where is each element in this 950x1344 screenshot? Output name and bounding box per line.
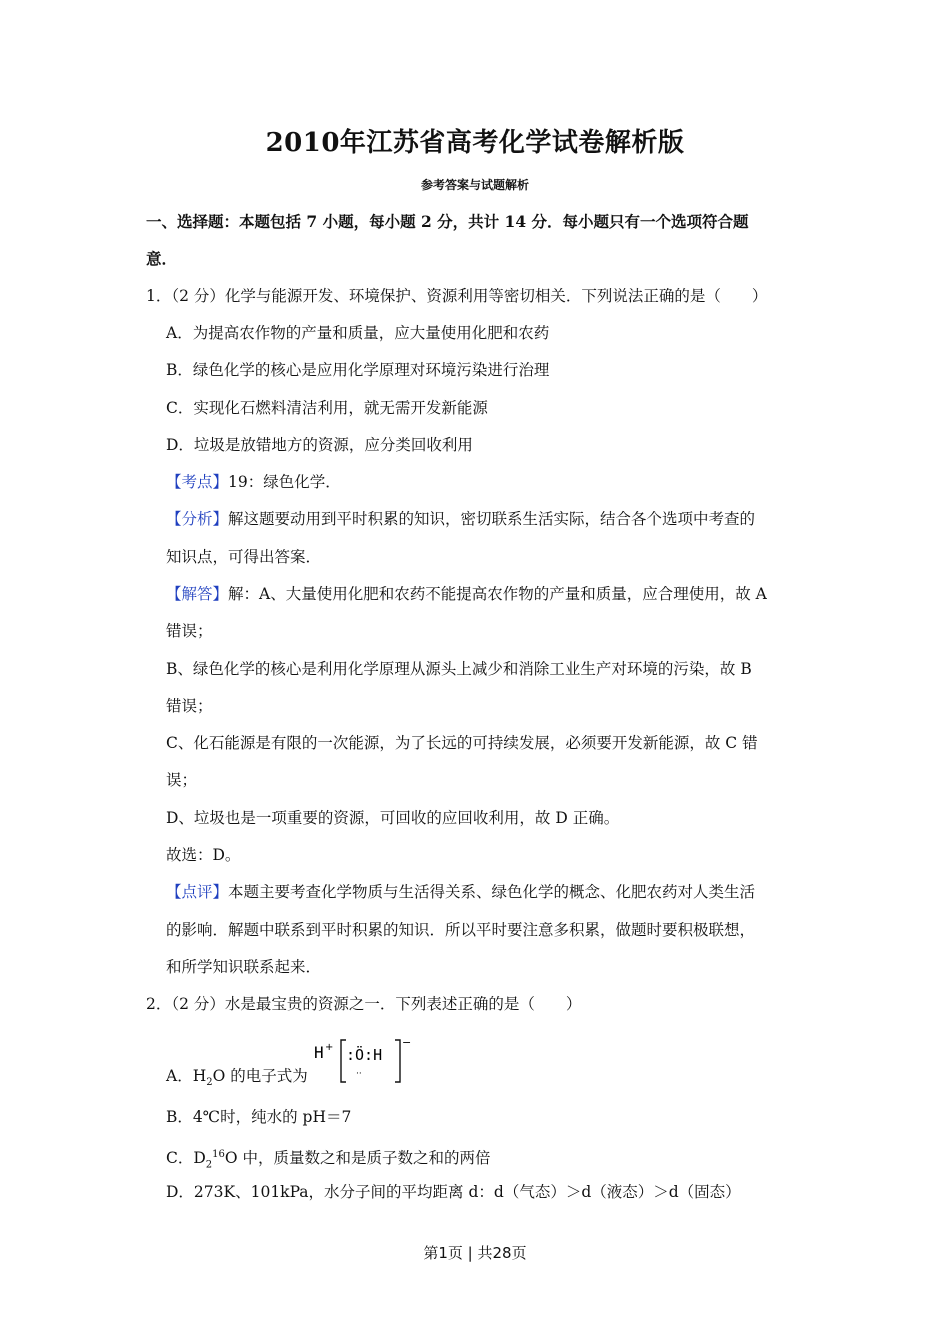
jieda-line [166, 584, 767, 604]
question-1-option-d: D．垃圾是放错地方的资源，应分类回收利用 [166, 436, 473, 454]
fenxi-tag: 【分析】 [166, 510, 229, 528]
section-heading-cont: 意． [146, 249, 178, 268]
question-1-option-b: B．绿色化学的核心是应用化学原理对环境污染进行治理 [166, 361, 550, 379]
formula-inner: :Ö:H [346, 1046, 383, 1064]
formula-plus: + [325, 1042, 334, 1053]
option-a-suffix: O 的电子式为 [212, 1067, 308, 1085]
question-2-option-b: B．4℃时，纯水的 pH＝7 [166, 1108, 352, 1126]
formula-dots: ·· [356, 1069, 362, 1079]
jieda-b: B、绿色化学的核心是利用化学原理从源头上减少和消除工业生产对环境的污染，故 B [166, 660, 752, 678]
formula-cation: H [314, 1043, 324, 1062]
option-a-prefix: A．H [166, 1067, 207, 1085]
page-title: 2010年江苏省高考化学试卷解析版 [265, 128, 685, 158]
jieda-c-cont: 误； [166, 771, 198, 789]
fenxi-line [166, 509, 755, 529]
kaodian-line [166, 472, 341, 492]
dianping-text: 本题主要考查化学物质与生活得关系、绿色化学的概念、化肥农药对人类生活 [228, 883, 756, 901]
fenxi-text-cont: 知识点，可得出答案． [166, 548, 322, 566]
section-heading: 一、选择题：本题包括 7 小题，每小题 2 分，共计 14 分．每小题只有一个选项符合题 [146, 212, 749, 231]
page-footer: 第1页 | 共28页 [423, 1244, 527, 1262]
answer: 故选：D。 [166, 846, 241, 864]
option-c-subscript: 2 [205, 1159, 213, 1171]
dianping-text-2: 的影响．解题中联系到平时积累的知识．所以平时要注意多积累，做题时要积极联想， [166, 921, 756, 939]
jieda-d: D、垃圾也是一项重要的资源，可回收的应回收利用，故 D 正确。 [166, 809, 620, 827]
formula-minus: − [402, 1036, 412, 1049]
option-c-superscript: 16 [212, 1149, 225, 1160]
question-2-option-a [166, 1066, 308, 1093]
jieda-text: 解：A、大量使用化肥和农药不能提高农作物的产量和质量，应合理使用，故 A [228, 585, 767, 603]
jieda-c: C、化石能源是有限的一次能源，为了长远的可持续发展，必须要开发新能源，故 C 错 [166, 734, 758, 752]
option-c-prefix: C．D [166, 1149, 206, 1168]
jieda-tag: 【解答】 [166, 585, 229, 603]
option-c-suffix: O 中，质量数之和是质子数之和的两倍 [224, 1149, 491, 1168]
question-1-stem: 1．（2 分）化学与能源开发、环境保护、资源利用等密切相关．下列说法正确的是（ ） [146, 287, 768, 305]
question-2-option-d: D．273K、101kPa，水分子间的平均距离 d：d（气态）＞d（液态）＞d（固态） [166, 1183, 741, 1201]
dianping-line [166, 882, 755, 902]
question-1-option-c: C．实现化石燃料清洁利用，就无需开发新能源 [166, 399, 488, 417]
option-a-subscript: 2 [206, 1077, 213, 1089]
jieda-text-cont: 错误； [166, 622, 213, 640]
dianping-text-3: 和所学知识联系起来． [166, 958, 322, 976]
question-2-stem: 2．（2 分）水是最宝贵的资源之一．下列表述正确的是（ ） [146, 995, 582, 1013]
kaodian-text: 19：绿色化学． [228, 473, 341, 491]
jieda-b-cont: 错误； [166, 697, 213, 715]
kaodian-tag: 【考点】 [166, 473, 229, 491]
dianping-tag: 【点评】 [166, 883, 229, 901]
page-subtitle: 参考答案与试题解析 [420, 178, 529, 192]
fenxi-text: 解这题要动用到平时积累的知识，密切联系生活实际，结合各个选项中考查的 [228, 510, 756, 528]
formula-right-bracket [395, 1040, 400, 1082]
electron-formula [312, 1036, 412, 1086]
question-2-option-c [166, 1145, 491, 1175]
question-1-option-a: A．为提高农作物的产量和质量，应大量使用化肥和农药 [166, 324, 550, 342]
